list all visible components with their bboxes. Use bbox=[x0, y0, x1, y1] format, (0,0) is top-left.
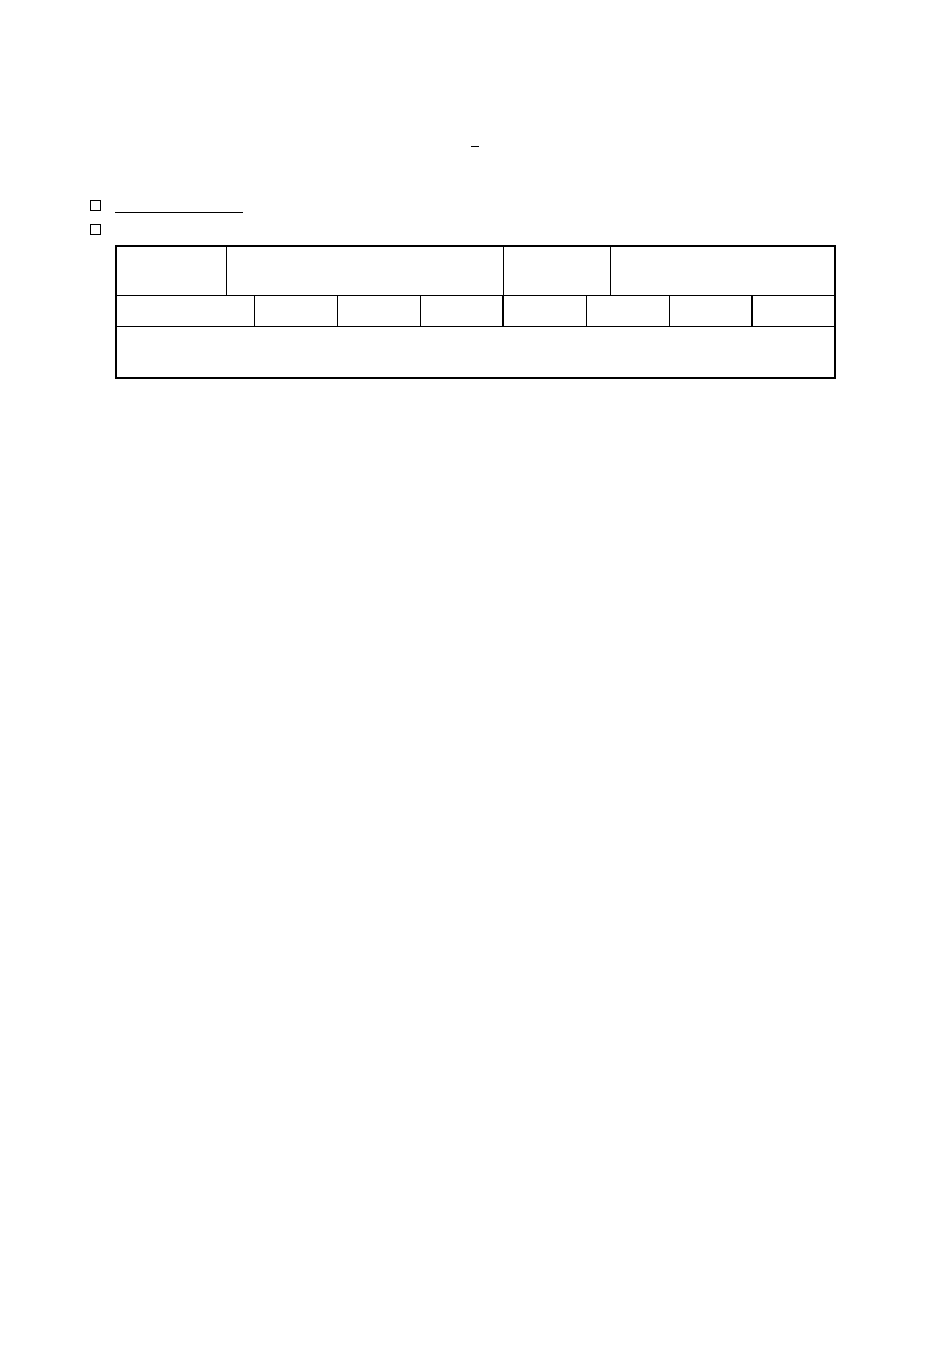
col-header-4 bbox=[503, 296, 586, 327]
domestic-option[interactable] bbox=[90, 224, 105, 235]
export-price-field[interactable] bbox=[115, 198, 243, 213]
decision-field[interactable] bbox=[116, 327, 835, 379]
product-no-field[interactable] bbox=[226, 246, 503, 296]
product-no-label bbox=[116, 246, 226, 296]
export-option[interactable] bbox=[90, 198, 243, 213]
col-header-3 bbox=[420, 296, 503, 327]
col-header-5 bbox=[586, 296, 669, 327]
domestic-checkbox[interactable] bbox=[90, 224, 101, 235]
page-title bbox=[0, 122, 950, 144]
desc-label bbox=[116, 296, 254, 327]
col-header-2 bbox=[337, 296, 420, 327]
price-analysis-table bbox=[115, 245, 836, 379]
col-header-6 bbox=[669, 296, 752, 327]
col-header-7 bbox=[752, 296, 835, 327]
product-name-field[interactable] bbox=[610, 246, 835, 296]
export-checkbox[interactable] bbox=[90, 200, 101, 211]
product-name-label bbox=[503, 246, 610, 296]
col-header-1 bbox=[254, 296, 337, 327]
